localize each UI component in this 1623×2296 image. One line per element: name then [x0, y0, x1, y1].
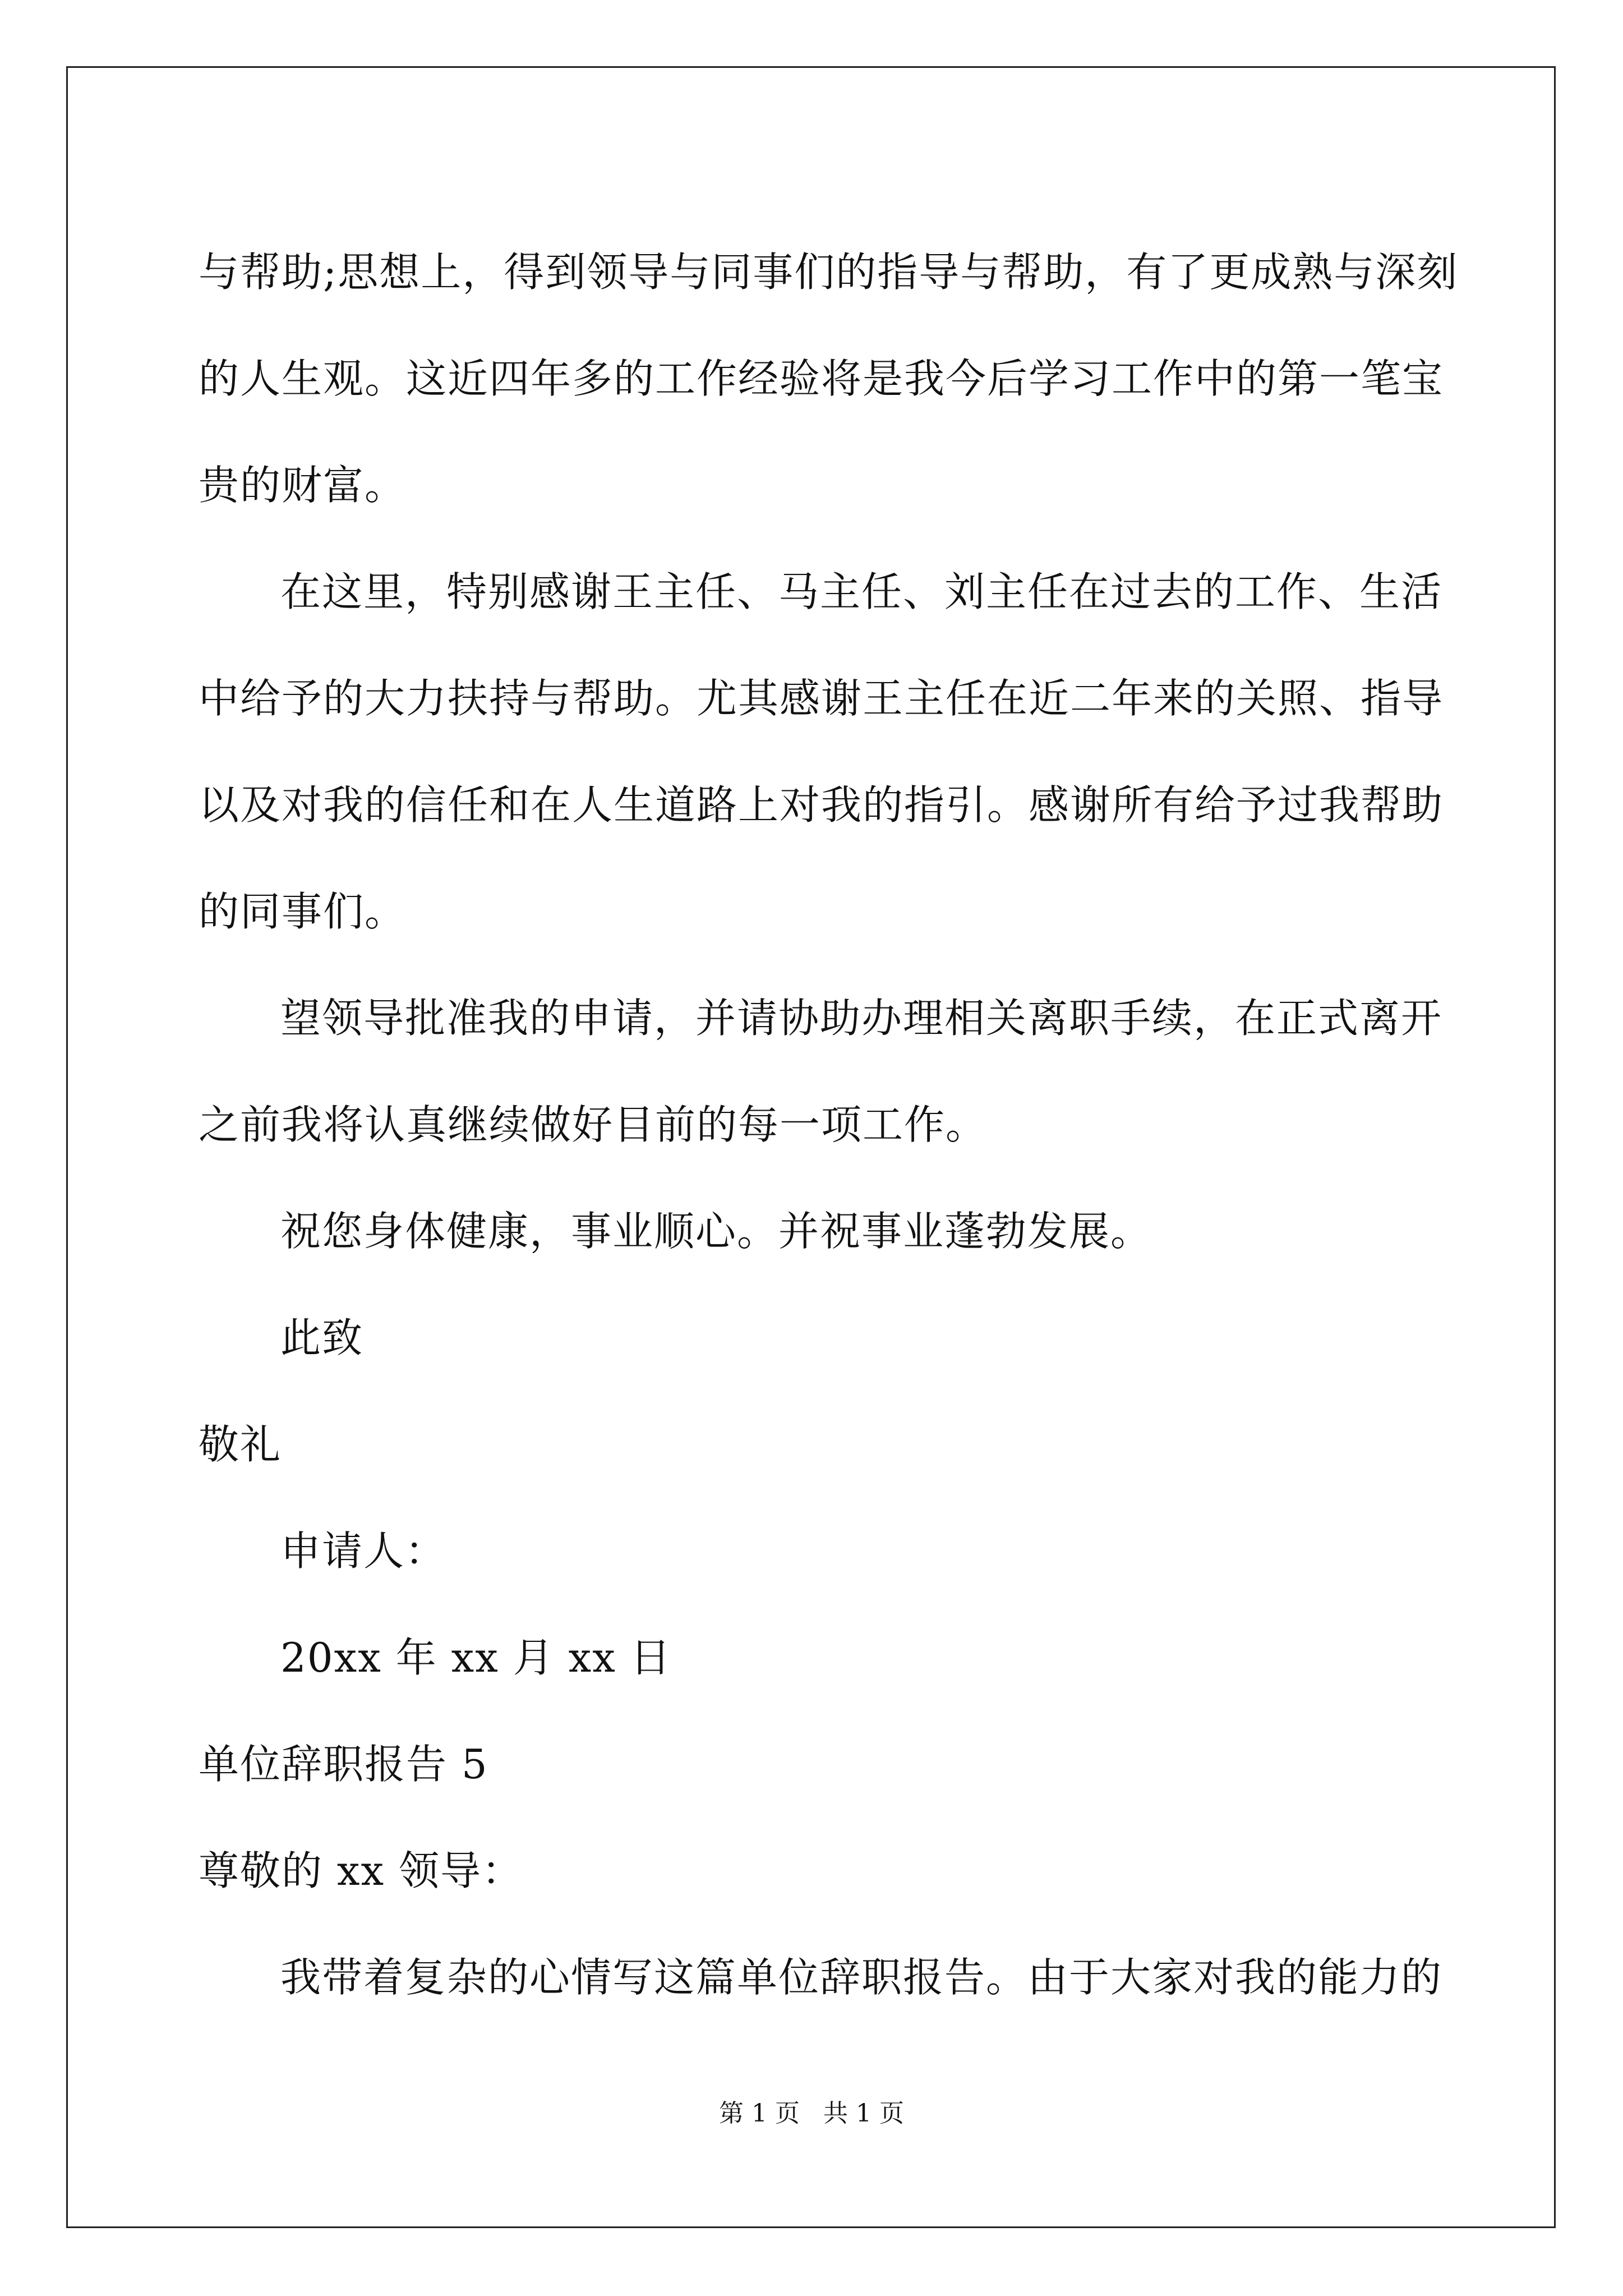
date-line: 20xx 年 xx 月 xx 日	[280, 1634, 672, 1681]
text-line: 的同事们。	[199, 888, 407, 935]
document-body	[199, 219, 1459, 2031]
text-line: 贵的财富。	[199, 462, 407, 509]
closing-wish: 祝您身体健康，事业顺心。并祝事业蓬勃发展。	[280, 1208, 1152, 1255]
paragraph-start-line: 我带着复杂的心情写这篇单位辞职报告。由于大家对我的能力的	[280, 1954, 1443, 2001]
text-line: 中给予的大力扶持与帮助。尤其感谢王主任在近二年来的关照、指导	[199, 675, 1444, 722]
letter-greeting: 尊敬的 xx 领导：	[199, 1847, 523, 1894]
page-footer	[0, 2097, 1623, 2131]
text-line: 与帮助;思想上，得到领导与同事们的指导与帮助，有了更成熟与深刻	[199, 249, 1459, 296]
page-total: 共 1 页	[823, 2099, 904, 2128]
salutation-closing: 此致	[280, 1314, 364, 1361]
page-number: 第 1 页	[719, 2099, 800, 2128]
text-line: 之前我将认真继续做好目前的每一项工作。	[199, 1101, 988, 1148]
paragraph-start-line: 在这里，特别感谢王主任、马主任、刘主任在过去的工作、生活	[280, 568, 1443, 615]
salutation-respect: 敬礼	[199, 1421, 282, 1468]
text-line: 以及对我的信任和在人生道路上对我的指引。感谢所有给予过我帮助	[199, 781, 1444, 829]
paragraph-start-line: 望领导批准我的申请，并请协助办理相关离职手续，在正式离开	[280, 995, 1443, 1042]
applicant-label: 申请人：	[280, 1527, 447, 1575]
text-line: 的人生观。这近四年多的工作经验将是我今后学习工作中的第一笔宝	[199, 355, 1444, 402]
section-heading: 单位辞职报告 5	[199, 1741, 488, 1788]
